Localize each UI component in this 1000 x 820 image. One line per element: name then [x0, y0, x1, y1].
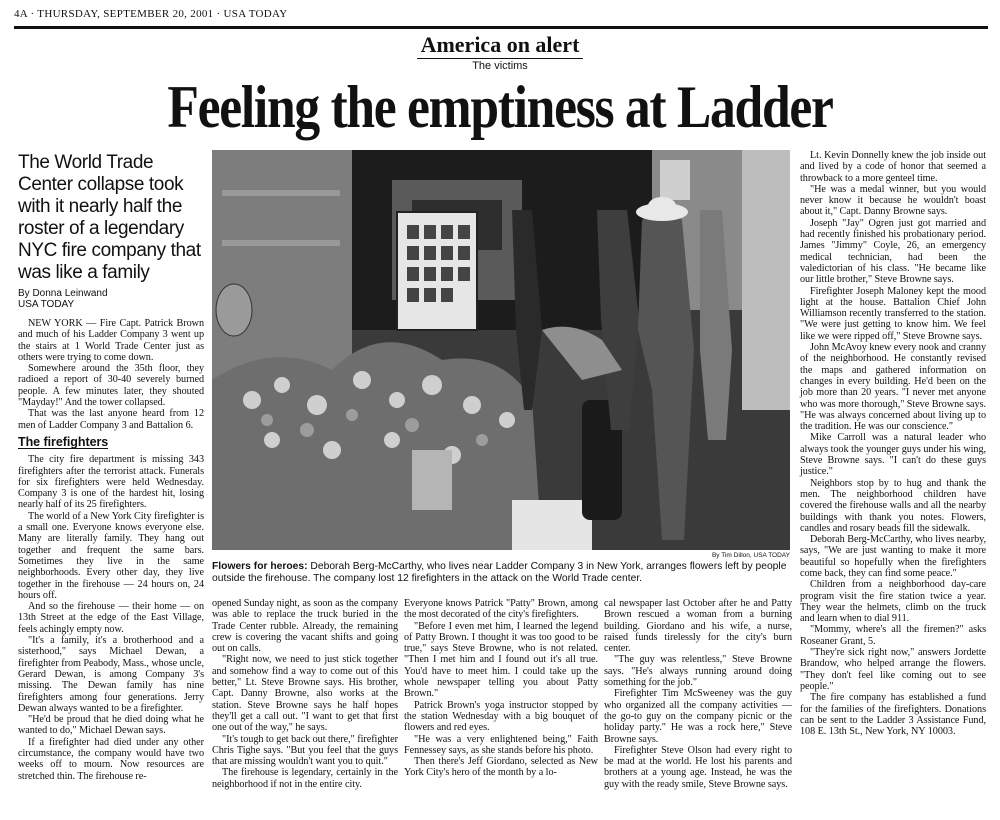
paragraph: That was the last anyone heard from 12 men of Ladder Company 3 and Battalion 6.	[18, 408, 204, 431]
caption-text: Deborah Berg-McCarthy, who lives near Ladder Company 3 in New York, arranges flowers left by people outside the firehouse. The company lost 12 firefighters in the attack on the World Trade center.	[212, 561, 787, 584]
paragraph: cal newspaper last October after he and Patty Brown rescued a woman from a burning building. Giordano and his wife, a nurse, raised funds tirelessly for the city's burn center.	[604, 598, 792, 655]
paragraph: "They're sick right now," answers Jordette Brandow, who helped arrange the flowers. "They don't feel like coming out to see people."	[800, 647, 986, 692]
paragraph: Everyone knows Patrick "Patty" Brown, among the most decorated of the city's firefighters.	[404, 598, 598, 621]
byline	[18, 288, 206, 310]
deck: The World Trade Center collapse took with it nearly half the roster of a legendary NYC fire company that was like a family	[18, 152, 201, 283]
article-column-1	[18, 318, 204, 782]
photo-caption	[212, 561, 790, 585]
article-column-3	[404, 598, 598, 779]
photo-illustration	[212, 150, 790, 550]
article-column-2	[212, 598, 398, 790]
paragraph: "The guy was relentless," Steve Browne says. "He's always running around doing something for the job."	[604, 654, 792, 689]
paragraph: Firefighter Steve Olson had every right to be mad at the world. He lost his parents and brothers at a young age. Instead, he was the guy with the ready smile, Steve Browne says.	[604, 744, 792, 790]
subhead-firefighters: The firefighters	[18, 434, 109, 449]
paragraph: And so the firehouse — their home — on 13th Street at the edge of the East Village, feels achingly empty now.	[18, 601, 204, 635]
paragraph: Neighbors stop by to hug and thank the men. The neighborhood children have covered the firehouse walls and all the nearby buildings with thank you notes. Flowers, candles and rosary beads fill the sidewalk.	[800, 477, 986, 534]
paragraph: "It's a family, it's a brotherhood and a sisterhood," says Michael Dewan, a firefighter from Peabody, Mass., whose uncle, Gerard Dewan, is among Company 3's missing. The Dewan family has nine firefighters among four generations. Jerry Dewan always wanted to be a firefighter.	[18, 635, 204, 714]
paragraph: John McAvoy knew every nook and cranny of the neighborhood. He constantly revised the maps and gathered information on changes in every building. He'd been on the job more than 20 years. "I never met anyone who was more thorough," Steve Browne says. "He was always concerned about living up to the tradition. He was our conscience."	[800, 342, 986, 433]
paragraph: Mike Carroll was a natural leader who always took the younger guys under his wing, Steve Browne says. "I can't do these guys justice."	[800, 432, 986, 478]
headline: Feeling the emptiness at Ladder	[167, 74, 833, 140]
page-folio: 4A · THURSDAY, SEPTEMBER 20, 2001 · USA TODAY	[14, 8, 288, 20]
paragraph: The world of a New York City firefighter is a small one. Everyone knows everyone else. Many are literally family. They hang out together and frequent the same bars. Sometimes they live in the same neighborhoods. Every other day, they live together in the firehouse — 24 hours on, 24 hours off.	[18, 510, 204, 601]
kicker-subtitle: The victims	[472, 60, 528, 72]
paragraph: Firefighter Joseph Maloney kept the mood light at the house. Battalion Chief John Williamson recently transferred to the station. "We were just getting to know him. We feel like we were ripped off," Steve Browne says.	[800, 285, 986, 342]
paragraph: Children from a neighborhood day-care program visit the fire station twice a year. They wear the helmets, climb on the truck and learn when to dial 911.	[800, 579, 986, 625]
paragraph: NEW YORK — Fire Capt. Patrick Brown and much of his Ladder Company 3 went up the stairs at 1 World Trade Center just as others were trying to come down.	[18, 318, 204, 363]
paragraph: The fire company has established a fund for the families of the firefighters. Donations can be sent to the Ladder 3 Assistance Fund, 108 E. 13th St., New York, NY 10003.	[800, 692, 986, 738]
article-column-4	[604, 598, 792, 790]
paragraph: "He was a very enlightened being," Faith Fennessey says, as she stands before his photo.	[404, 733, 598, 756]
paragraph: Patrick Brown's yoga instructor stopped by the station Wednesday with a big bouquet of flowers and red eyes.	[404, 699, 598, 734]
paragraph: "Mommy, where's all the firemen?" asks Roseaner Grant, 5.	[800, 624, 986, 647]
paragraph: The city fire department is missing 343 firefighters after the terrorist attack. Funerals for six firefighters were held Wednesday. Company 3 is one of the hardest hit, losing nearly half of its 25 firefighters.	[18, 454, 204, 511]
kicker-title: America on alert	[417, 32, 584, 59]
paragraph: Firefighter Tim McSweeney was the guy who organized all the company activities — the go-to guy on the company picnic or the holiday party." He was a rock here," Steve Browne says.	[604, 688, 792, 745]
paragraph: "He was a medal winner, but you would never know it because he wouldn't boast about it," Capt. Danny Browne says.	[800, 183, 986, 218]
paragraph: "He'd be proud that he died doing what he wanted to do," Michael Dewan says.	[18, 714, 204, 737]
paragraph: "Before I even met him, I learned the legend of Patty Brown. I thought it was too good to be true," says Steve Browne, who is not related. "Then I met him and I found out it's all true. You'd have to meet him. I could take up the whole newspaper telling you about Patty Brown."	[404, 620, 598, 700]
paragraph: The firehouse is legendary, certainly in the neighborhood if not in the entire city.	[212, 767, 398, 790]
byline-outlet: USA TODAY	[18, 299, 75, 310]
paragraph: Joseph "Jay" Ogren just got married and had recently finished his probationary period. James "Jimmy" Coyle, 26, an emergency medical technician, had been the valedictorian of his class. "He became like our little brother," Steve Browne says.	[800, 217, 986, 286]
paragraph: Then there's Jeff Giordano, selected as New York City's hero of the month by a lo-	[404, 756, 598, 779]
byline-author: By Donna Leinwand	[18, 288, 108, 299]
paragraph: opened Sunday night, as soon as the company was able to replace the truck buried in the Trade Center rubble. Already, the remaining crew is covering the vacant shifts and going out on calls.	[212, 598, 398, 655]
photo-credit: By Tim Dillon, USA TODAY	[711, 552, 790, 559]
paragraph: "Right now, we need to just stick together and somehow find a way to come out of this better," Lt. Steve Browne says. His brother, Capt. Danny Browne, also works at the station. Steve Browne says he half hopes they'll get a call out. "I want to get that first one out of the way," he says.	[212, 654, 398, 734]
paragraph: Lt. Kevin Donnelly knew the job inside out and lived by a code of honor that seemed a throwback to a more genteel time.	[800, 150, 986, 184]
paragraph: Deborah Berg-McCarthy, who lives nearby, says, "We are just wanting to make it more beautiful so hopefully when the firefighters come back, they can find some peace."	[800, 534, 986, 579]
section-kicker	[0, 32, 1000, 72]
caption-lead: Flowers for heroes:	[212, 561, 308, 572]
paragraph: "It's tough to get back out there," firefighter Chris Tighe says. "But you feel that the guys that are missing wouldn't want you to quit."	[212, 733, 398, 768]
article-column-5	[800, 150, 986, 737]
top-rule	[14, 26, 988, 29]
news-photo	[212, 150, 790, 550]
paragraph: Somewhere around the 35th floor, they radioed a report of 30-40 severely burned people. A few minutes later, they shouted "Mayday!" And the tower collapsed.	[18, 363, 204, 409]
paragraph: If a firefighter had died under any other circumstance, the company would have two weeks off to mourn. Now resources are stretched thin. The firehouse re-	[18, 736, 204, 782]
